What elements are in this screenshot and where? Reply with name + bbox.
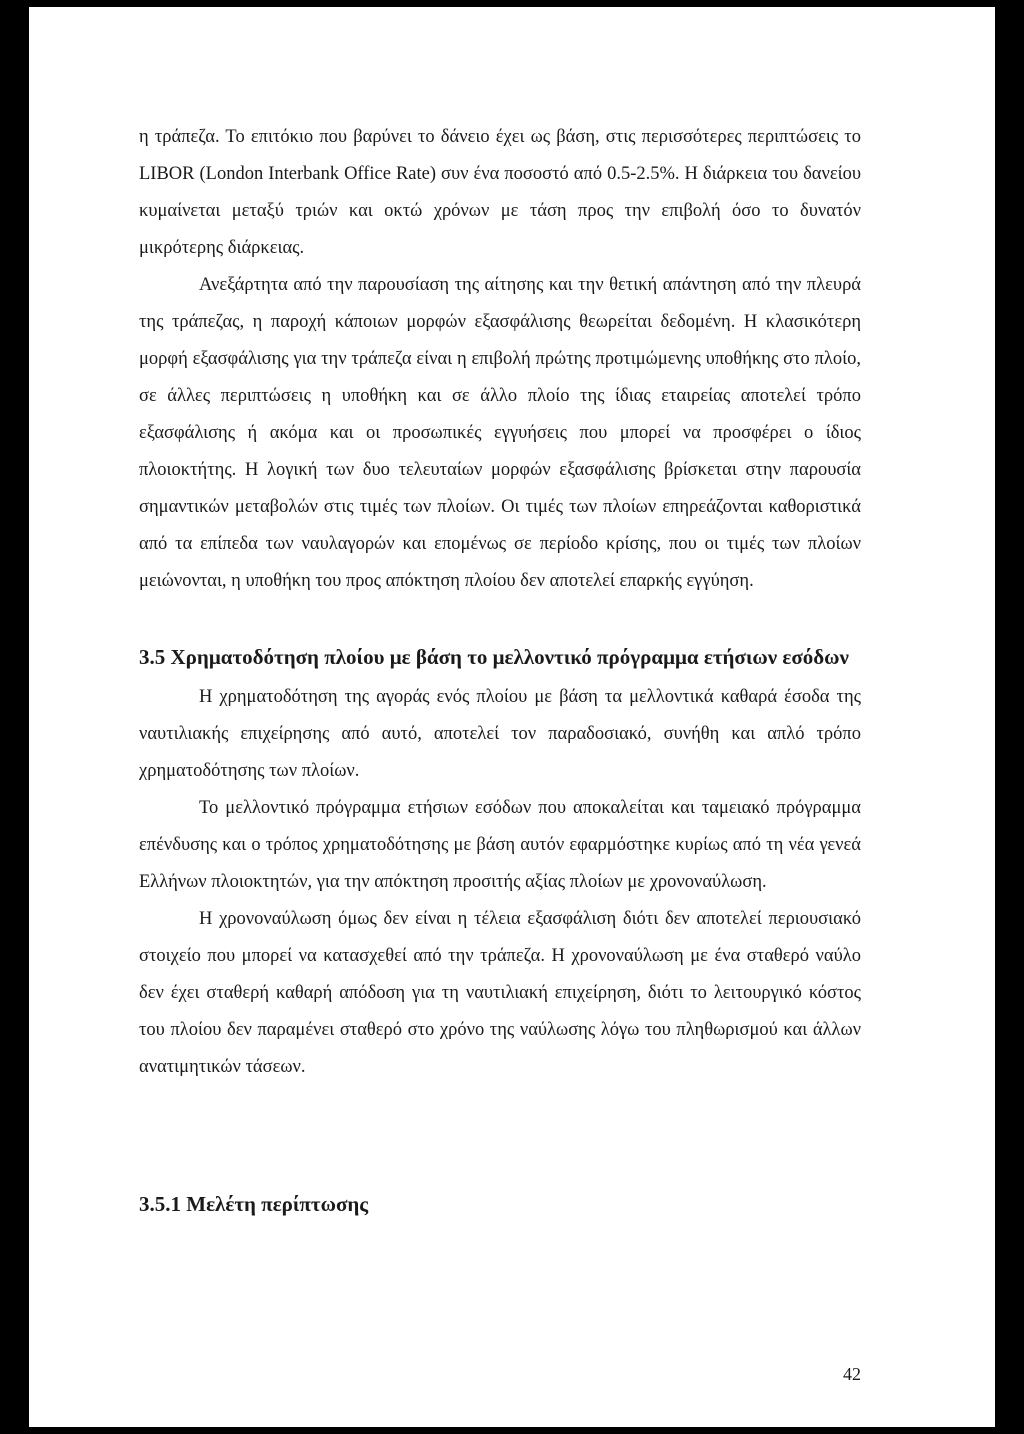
subsection-heading: 3.5.1 Μελέτη περίπτωσης	[139, 1192, 369, 1216]
paragraph-loan-terms: η τράπεζα. Το επιτόκιο που βαρύνει το δάνειο έχει ως βάση, στις περισσότερες περιπτώσεις το LIBOR (London Interbank Office Rate) συν ένα ποσοστό από 0.5-2.5%. Η διάρκεια του δανείου κυμαίνεται μεταξύ τριών και οκτώ χρόνων με τάση προς την επιβολή όσο το δυνατόν μικρότερης διάρκειας.	[139, 127, 861, 258]
paragraph-time-charter: Η χρονοναύλωση όμως δεν είναι η τέλεια εξασφάλιση διότι δεν αποτελεί περιουσιακό στοιχείο που μπορεί να κατασχεθεί από την τράπεζα. Η χρονοναύλωση με ένα σταθερό ναύλο δεν έχει σταθερή καθαρή απόδοση για τη ναυτιλιακή επιχείρηση, διότι το λειτουργικό κόστος του πλοίου δεν παραμένει σταθερό στο χρόνο της ναύλωσης λόγω του πληθωρισμού και άλλων ανατιμητικών τάσεων.	[139, 909, 861, 1077]
paragraph-future-revenue: Η χρηματοδότηση της αγοράς ενός πλοίου με βάση τα μελλοντικά καθαρά έσοδα της ναυτιλιακής επιχείρησης από αυτό, αποτελεί τον παραδοσιακό, συνήθη και απλό τρόπο χρηματοδότησης των πλοίων.	[139, 687, 861, 781]
section-heading: 3.5 Χρηματοδότηση πλοίου με βάση το μελλοντικό πρόγραμμα ετήσιων εσόδων	[139, 645, 849, 669]
page-content	[139, 119, 861, 1086]
document-page	[29, 7, 995, 1427]
page-number: 42	[843, 1364, 861, 1384]
paragraph-cash-flow-program: Το μελλοντικό πρόγραμμα ετήσιων εσόδων που αποκαλείται και ταμειακό πρόγραμμα επένδυσης και ο τρόπος χρηματοδότησης με βάση αυτόν εφαρμόστηκε κυρίως από τη νέα γενεά Ελλήνων πλοιοκτητών, για την απόκτηση προσιτής αξίας πλοίων με χρονοναύλωση.	[139, 798, 861, 892]
paragraph-collateral: Ανεξάρτητα από την παρουσίαση της αίτησης και την θετική απάντηση από την πλευρά της τράπεζας, η παροχή κάποιων μορφών εξασφάλισης θεωρείται δεδομένη. Η κλασικότερη μορφή εξασφάλισης για την τράπεζα είναι η επιβολή πρώτης προτιμώμενης υποθήκης στο πλοίο, σε άλλες περιπτώσεις η υποθήκη και σε άλλο πλοίο της ίδιας εταιρείας αποτελεί τρόπο εξασφάλισης ή ακόμα και οι προσωπικές εγγυήσεις που μπορεί να προσφέρει ο ίδιος πλοιοκτήτης. Η λογική των δυο τελευταίων μορφών εξασφάλισης βρίσκεται στην παρουσία σημαντικών μεταβολών στις τιμές των πλοίων. Οι τιμές των πλοίων επηρεάζονται καθοριστικά από τα επίπεδα των ναυλαγορών και επομένως σε περίοδο κρίσης, που οι τιμές των πλοίων μειώνονται, η υποθήκη του προς απόκτηση πλοίου δεν αποτελεί επαρκής εγγύηση.	[139, 275, 861, 591]
